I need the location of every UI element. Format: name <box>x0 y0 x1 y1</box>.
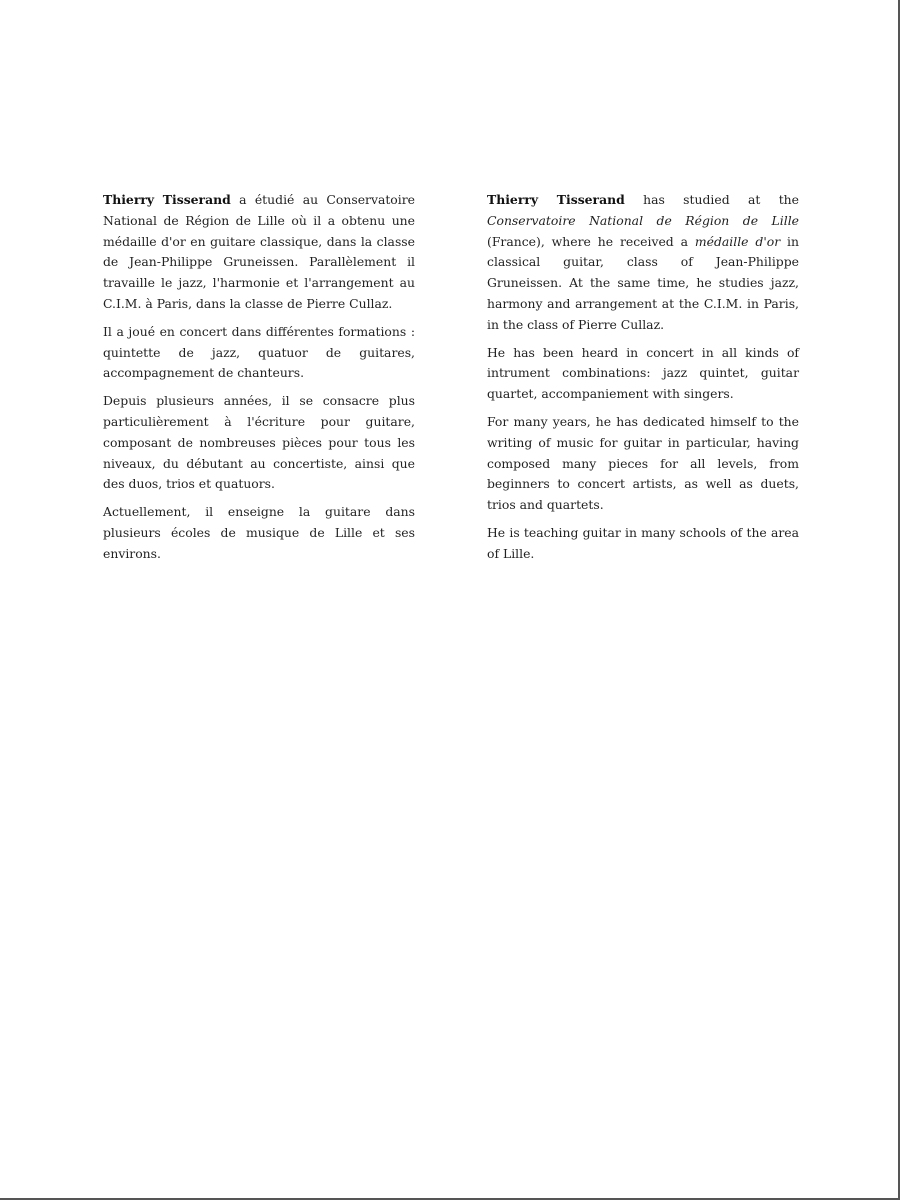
french-paragraph-1 <box>103 190 415 315</box>
english-paragraph-1-text-a: has studied at the <box>624 192 799 207</box>
english-paragraph-3: For many years, he has dedicated himself to the writing of music for guitar in particular, having composed many pieces for all levels, from beginners to concert artists, as well as duets, trios and quartets. <box>487 413 799 513</box>
french-paragraph-4: Actuellement, il enseigne la guitare dans plusieurs écoles de musique de Lille et ses environs. <box>103 504 415 561</box>
medal-term: médaille d'or <box>694 233 781 249</box>
french-paragraph-2: Il a joué en concert dans différentes formations : quintette de jazz, quatuor de guitares, accompagnement de chanteurs. <box>103 323 415 381</box>
english-paragraph-4: He is teaching guitar in many schools of the area of Lille. <box>487 524 799 561</box>
english-paragraph-1-text-b: (France), where he received a <box>487 233 695 249</box>
composer-name: Thierry Tisserand <box>103 192 231 207</box>
english-paragraph-2: He has been heard in concert in all kinds of intrument combinations: jazz quintet, guitar quartet, accompaniement with singers. <box>487 344 799 402</box>
composer-name: Thierry Tisserand <box>487 192 625 207</box>
french-paragraph-3: Depuis plusieurs années, il se consacre plus particulièrement à l'écriture pour guitare, composant de nombreuses pièces pour tous les niveaux, du débutant au concertiste, ainsi que des duos, trios et quatuors. <box>103 393 415 492</box>
english-paragraph-1-text-c: in classical guitar, class of Jean-Philippe Gruneissen. At the same time, he studies jazz, harmony and arrangement at the C.I.M. in Paris, in the class of Pierre Cullaz. <box>487 233 799 332</box>
english-paragraph-1 <box>487 190 799 336</box>
french-biography-column <box>103 190 415 572</box>
french-paragraph-1-text: a étudié au Conservatoire National de Région de Lille où il a obtenu une médaille d'or en guitare classique, dans la classe de Jean-Philippe Gruneissen. Parallèlement il travaille le jazz, l'harmonie et l'arrangement au C.I.M. à Paris, dans la classe de Pierre Cullaz. <box>103 192 415 311</box>
conservatoire-name: Conservatoire National de Région de Lille <box>487 212 799 228</box>
english-biography-column <box>487 190 799 572</box>
